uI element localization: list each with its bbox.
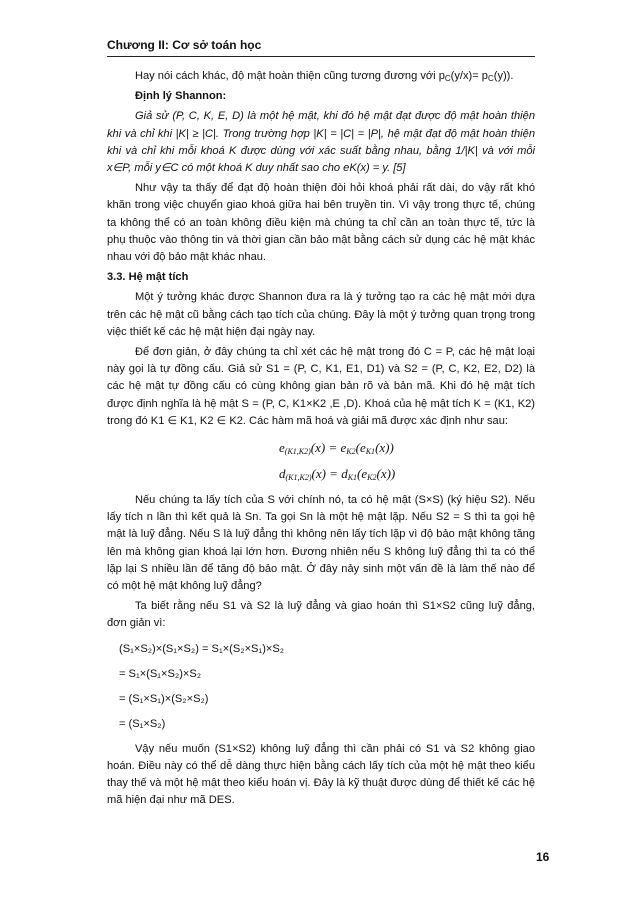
formula-e-outer-key: K2 [346, 447, 356, 457]
formula-e-key-pair: (K1,K2) [284, 447, 311, 457]
header-divider [107, 56, 535, 57]
intro-end: (y)). [493, 70, 514, 82]
derivation-line: = (S₁×S₁)×(S₂×S₂) [119, 692, 209, 705]
derivation-line: = S₁×(S₁×S₂)×S₂ [119, 667, 202, 680]
paragraph-idea: Một ý tưởng khác được Shannon đưa ra là ý tưởng tạo ra các hệ mật mới dựa trên các hệ mật cũ bằng cách tạo tích của chúng. Đây là một ý tưởng quan trọng trong việc thiết kế các hệ mật hiện đại ngày nay. [107, 291, 535, 338]
formula-e-inner-key: K1 [365, 447, 376, 457]
formula-d-inner: (e [357, 466, 368, 482]
formula-d-arg: (x) = d [311, 466, 348, 482]
page-number: 16 [536, 850, 550, 864]
formula-d-key-pair: (K1,K2) [285, 473, 312, 483]
intro-paragraph [107, 68, 535, 85]
paragraph-consequence: Như vậy ta thấy để đạt độ hoàn thiện đòi hỏi khoá phải rất dài, do vậy rất khó khăn trong việc chuyển giao khoá giữa hai bên truyền tin. Vì vậy trong thực tế, chúng ta không thể có an toàn không điều kiện mà chúng ta chỉ cần an toàn thực tế, tức là phụ thuộc vào thông tin và thời gian cần bảo mật bằng cách sử dụng các hệ mật khác nhau với độ bảo mật khác nhau. [107, 182, 535, 264]
formula-d-symbol: d [279, 466, 286, 482]
shannon-theorem-title: Định lý Shannon: [135, 90, 227, 103]
formula-e-symbol: e [279, 440, 285, 456]
formula-d-inner-key: K2 [367, 473, 377, 483]
page-content [107, 68, 535, 813]
intro-text: Hay nói cách khác, độ mật hoàn thiện cũng tương đương với p [135, 70, 445, 82]
formula-e-inner: (e [355, 440, 366, 456]
derivation-line: = (S₁×S₂) [119, 717, 166, 730]
formula-e-arg: (x) = e [310, 440, 347, 456]
paragraph-conclusion: Vậy nếu muốn (S1×S2) không luỹ đẳng thì cần phải có S1 và S2 không giao hoán. Điều này có thể dễ dàng thực hiện bằng cách lấy tích của một hệ mật theo kiểu thay thế và một hệ mật theo kiểu hoán vị. Đây là kỹ thuật được dùng để thiết kế các hệ mã hiện đại như mã DES. [107, 742, 535, 807]
intro-subscript-2: C [487, 74, 494, 83]
formula-d-outer-key: K1 [347, 473, 358, 483]
shannon-theorem-body: Giả sử (P, C, K, E, D) là một hệ mật, khi đó hệ mật đạt được độ mật hoàn thiện khi và chỉ khi |K| ≥ |C|. Trong trường hợp |K| = |C| = |P|, hệ mật đạt độ mật hoàn thiện khi và chỉ khi mỗi khoá K được dùng với xác suất bằng nhau, bằng 1/|K| và với mỗi x∈P, mỗi y∈C có một khoá K duy nhất sao cho eK(x) = y. [5] [107, 110, 535, 175]
formula-d-close: (x)) [376, 466, 396, 482]
derivation-block [119, 637, 535, 737]
paragraph-definition: Để đơn giản, ở đây chúng ta chỉ xét các hệ mật trong đó C = P, các hệ mật loại này gọi là tự đồng cấu. Giả sử S1 = (P, C, K1, E1, D1) và S2 = (P, C, K2, E2, D2) là các hệ mật tự đồng cấu có cùng không gian bản rõ và bản mã. Khi đó hệ mật tích được định nghĩa là hệ mật S = (P, C, K1×K2 ,E ,D). Khoá của hệ mật tích K = (K1, K2) trong đó K1 ∈ K1, K2 ∈ K2. Các hàm mã hoá và giải mã được xác định như sau: [107, 346, 535, 427]
paragraph-power: Nếu chúng ta lấy tích của S với chính nó, ta có hệ mật (S×S) (ký hiệu S2). Nếu lấy tích n lần thì kết quả là Sn. Ta gọi Sn là một hệ mật lặp. Nếu S2 = S thì ta gọi hệ mật là luỹ đẳng. Nếu S là luỹ đẳng thì không nên lấy tích lặp vì độ bảo mật không tăng lên mà không gian khoá lại lớn hơn. Đương nhiên nếu S không luỹ đẳng thì ta có thể lặp lại S nhiều lần để tăng độ bảo mật. Ở đây nảy sinh một vấn đề là làm thế nào để có một hệ mật không luỹ đẳng? [107, 494, 535, 593]
formula-encryption [279, 436, 535, 460]
intro-mid: (y/x)= p [450, 70, 488, 82]
derivation-line: (S₁×S₂)×(S₁×S₂) = S₁×(S₂×S₁)×S₂ [119, 642, 285, 655]
section-heading: 3.3. Hệ mật tích [107, 271, 189, 284]
intro-subscript-1: C [444, 74, 451, 83]
formula-e-close: (x)) [375, 440, 394, 456]
paragraph-commutative: Ta biết rằng nếu S1 và S2 là luỹ đẳng và giao hoán thì S1×S2 cũng luỹ đẳng, đơn giản vì: [107, 600, 535, 630]
page-header-title: Chương II: Cơ sở toán học [107, 38, 262, 52]
formula-decryption [279, 462, 535, 486]
